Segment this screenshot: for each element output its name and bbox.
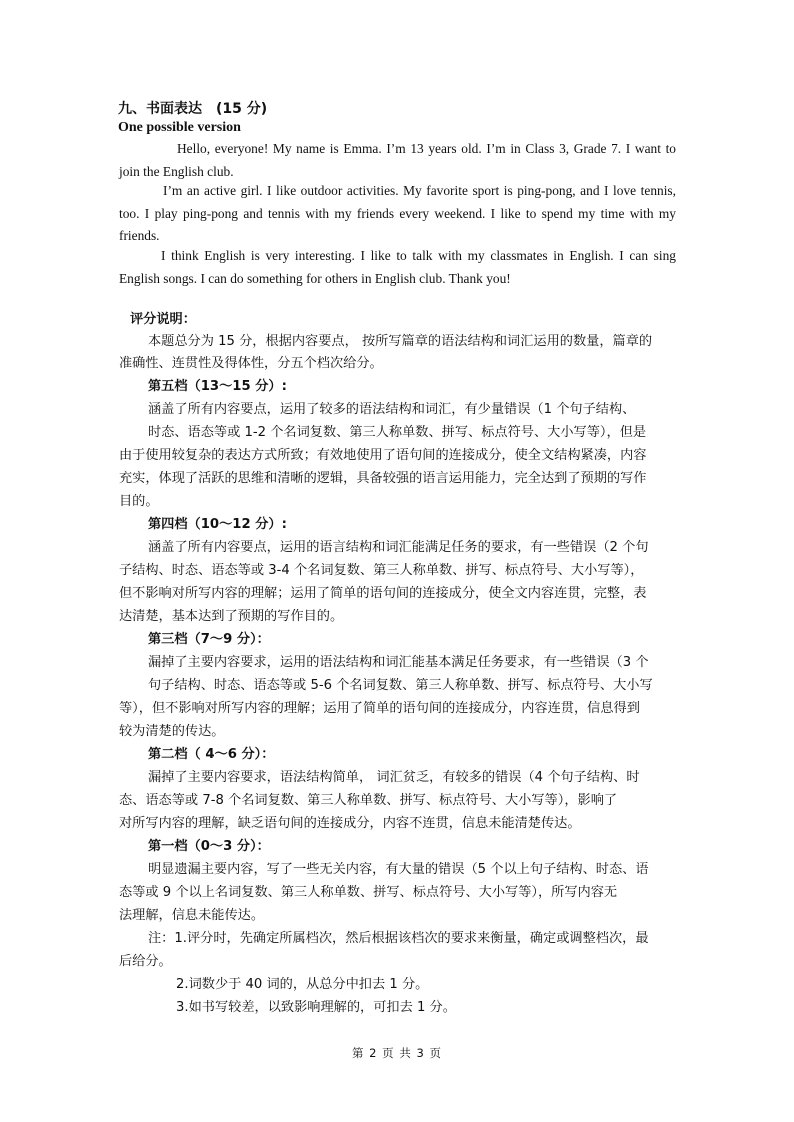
essay-paragraph-1: Hello, everyone! My name is Emma. I’m 13 years old. I’m in Class 3, Grade 7. I want to join the English club. bbox=[119, 141, 676, 179]
scoring-heading: 评分说明： bbox=[130, 312, 196, 327]
note-line: 后给分。 bbox=[119, 954, 172, 969]
grade-four-heading: 第四档（10～12 分）: bbox=[148, 517, 287, 532]
grade-five-line: 充实，体现了活跃的思维和清晰的逻辑，具备较强的语言运用能力，完全达到了预期的写作 bbox=[119, 471, 647, 486]
grade-five-heading: 第五档（13～15 分）: bbox=[148, 379, 287, 394]
grade-three-heading: 第三档（7～9 分）： bbox=[148, 632, 270, 647]
grade-two-line: 对所写内容的理解，缺乏语句间的连接成分，内容不连贯，信息未能清楚传达。 bbox=[119, 816, 581, 831]
grade-five-line: 时态、语态等或 1-2 个名词复数、第三人称单数、拼写、标点符号、大小写等），但是 bbox=[148, 425, 647, 440]
grade-five-line: 目的。 bbox=[119, 494, 159, 509]
grade-four-line: 但不影响对所写内容的理解；运用了简单的语句间的连接成分，使全文内容连贯，完整，表 bbox=[119, 586, 647, 601]
grade-one-line: 明显遗漏主要内容，写了一些无关内容，有大量的错误（5 个以上句子结构、时态、语 bbox=[148, 862, 649, 877]
grade-one-line: 法理解，信息未能传达。 bbox=[119, 908, 265, 923]
note-line: 注：1.评分时，先确定所属档次，然后根据该档次的要求来衡量，确定或调整档次，最 bbox=[148, 931, 649, 946]
section-title: 九、书面表达 (15 分) bbox=[118, 101, 268, 117]
note-line: 2.词数少于 40 词的，从总分中扣去 1 分。 bbox=[176, 977, 429, 992]
grade-one-line: 态等或 9 个以上名词复数、第三人称单数、拼写、标点符号、大小写等），所写内容无 bbox=[119, 885, 618, 900]
essay-paragraph-3: I think English is very interesting. I like to talk with my classmates in English. I can sing English songs. I can do something for others in English club. Thank you! bbox=[119, 248, 676, 286]
grade-four-line: 子结构、时态、语态等或 3-4 个名词复数、第三人称单数、拼写、标点符号、大小写等）， bbox=[119, 563, 644, 578]
grade-four-line: 达清楚，基本达到了预期的写作目的。 bbox=[119, 609, 344, 624]
grade-three-line: 等），但不影响对所写内容的理解；运用了简单的语句间的连接成分，内容连贯，信息得到 bbox=[119, 701, 640, 716]
grade-one-heading: 第一档（0～3 分）： bbox=[148, 839, 270, 854]
essay-paragraph-2: I’m an active girl. I like outdoor activities. My favorite sport is ping-pong, and I love tennis, too. I play ping-pong and tennis with my friends every weekend. I like to spend my time with my friends. bbox=[119, 183, 676, 243]
grade-four-line: 涵盖了所有内容要点，运用的语言结构和词汇能满足任务的要求，有一些错误（2 个句 bbox=[148, 540, 649, 555]
version-label: One possible version bbox=[118, 120, 241, 135]
grade-three-line: 漏掉了主要内容要求，运用的语法结构和词汇能基本满足任务要求，有一些错误（3 个 bbox=[148, 655, 649, 670]
grade-two-line: 漏掉了主要内容要求，语法结构简单， 词汇贫乏，有较多的错误（4 个句子结构、时 bbox=[148, 770, 640, 785]
grade-two-line: 态、语态等或 7-8 个名词复数、第三人称单数、拼写、标点符号、大小写等），影响了 bbox=[119, 793, 618, 808]
grade-three-line: 句子结构、时态、语态等或 5-6 个名词复数、第三人称单数、拼写、标点符号、大小写 bbox=[148, 678, 653, 693]
grade-two-heading: 第二档（ 4～6 分）： bbox=[148, 747, 275, 762]
page-footer: 第 2 页 共 3 页 bbox=[352, 1046, 442, 1060]
scoring-intro-line: 本题总分为 15 分，根据内容要点， 按所写篇章的语法结构和词汇运用的数量，篇章的 bbox=[148, 334, 653, 349]
grade-five-line: 涵盖了所有内容要点，运用了较多的语法结构和词汇，有少量错误（1 个句子结构、 bbox=[148, 402, 636, 417]
grade-three-line: 较为清楚的传达。 bbox=[119, 724, 225, 739]
scoring-intro-line: 准确性、连贯性及得体性，分五个档次给分。 bbox=[119, 356, 383, 371]
note-line: 3.如书写较差，以致影响理解的，可扣去 1 分。 bbox=[176, 1000, 456, 1015]
grade-five-line: 由于使用较复杂的表达方式所致；有效地使用了语句间的连接成分，使全文结构紧凑，内容 bbox=[119, 448, 647, 463]
